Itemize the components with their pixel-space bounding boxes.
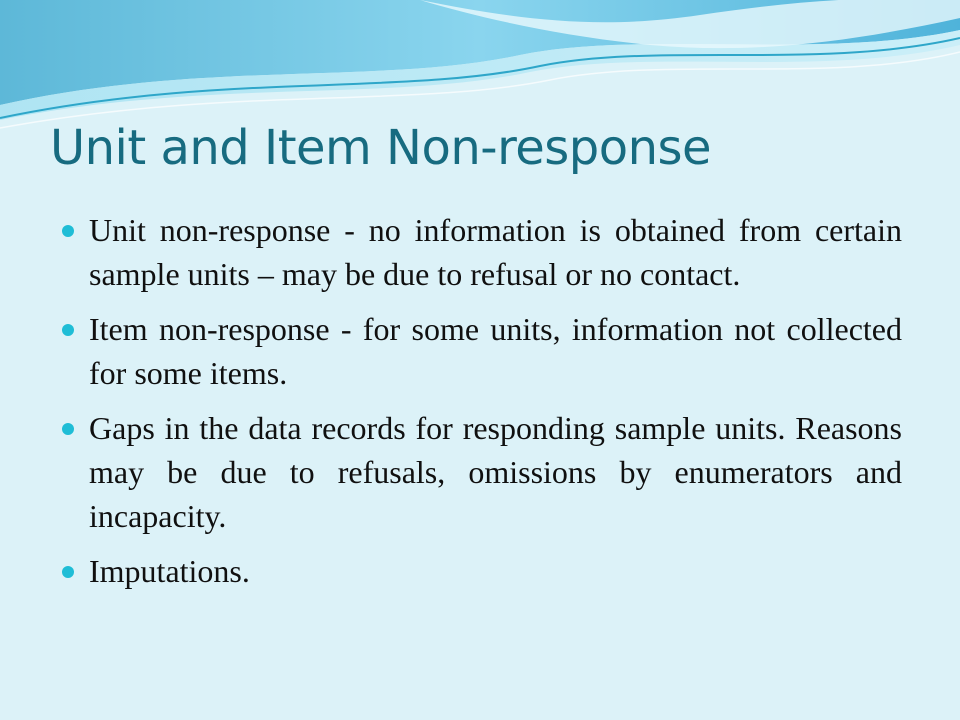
bullet-item — [62, 208, 902, 296]
bullet-icon — [62, 423, 74, 435]
bullet-text: Unit non-response - no information is obtained from certain sample units – may be due to refusal or no contact. — [89, 212, 902, 292]
header-wave-decoration — [0, 0, 960, 140]
bullet-item — [62, 549, 902, 593]
bullet-icon — [62, 225, 74, 237]
bullet-item — [62, 406, 902, 538]
bullet-icon — [62, 566, 74, 578]
bullet-icon — [62, 324, 74, 336]
bullet-text: Imputations. — [89, 553, 250, 589]
bullet-item — [62, 307, 902, 395]
bullet-text: Gaps in the data records for responding sample units. Reasons may be due to refusals, omissions by enumerators and incapacity. — [89, 410, 902, 534]
bullet-list — [62, 208, 902, 604]
bullet-text: Item non-response - for some units, information not collected for some items. — [89, 311, 902, 391]
slide-title: Unit and Item Non-response — [50, 120, 712, 176]
